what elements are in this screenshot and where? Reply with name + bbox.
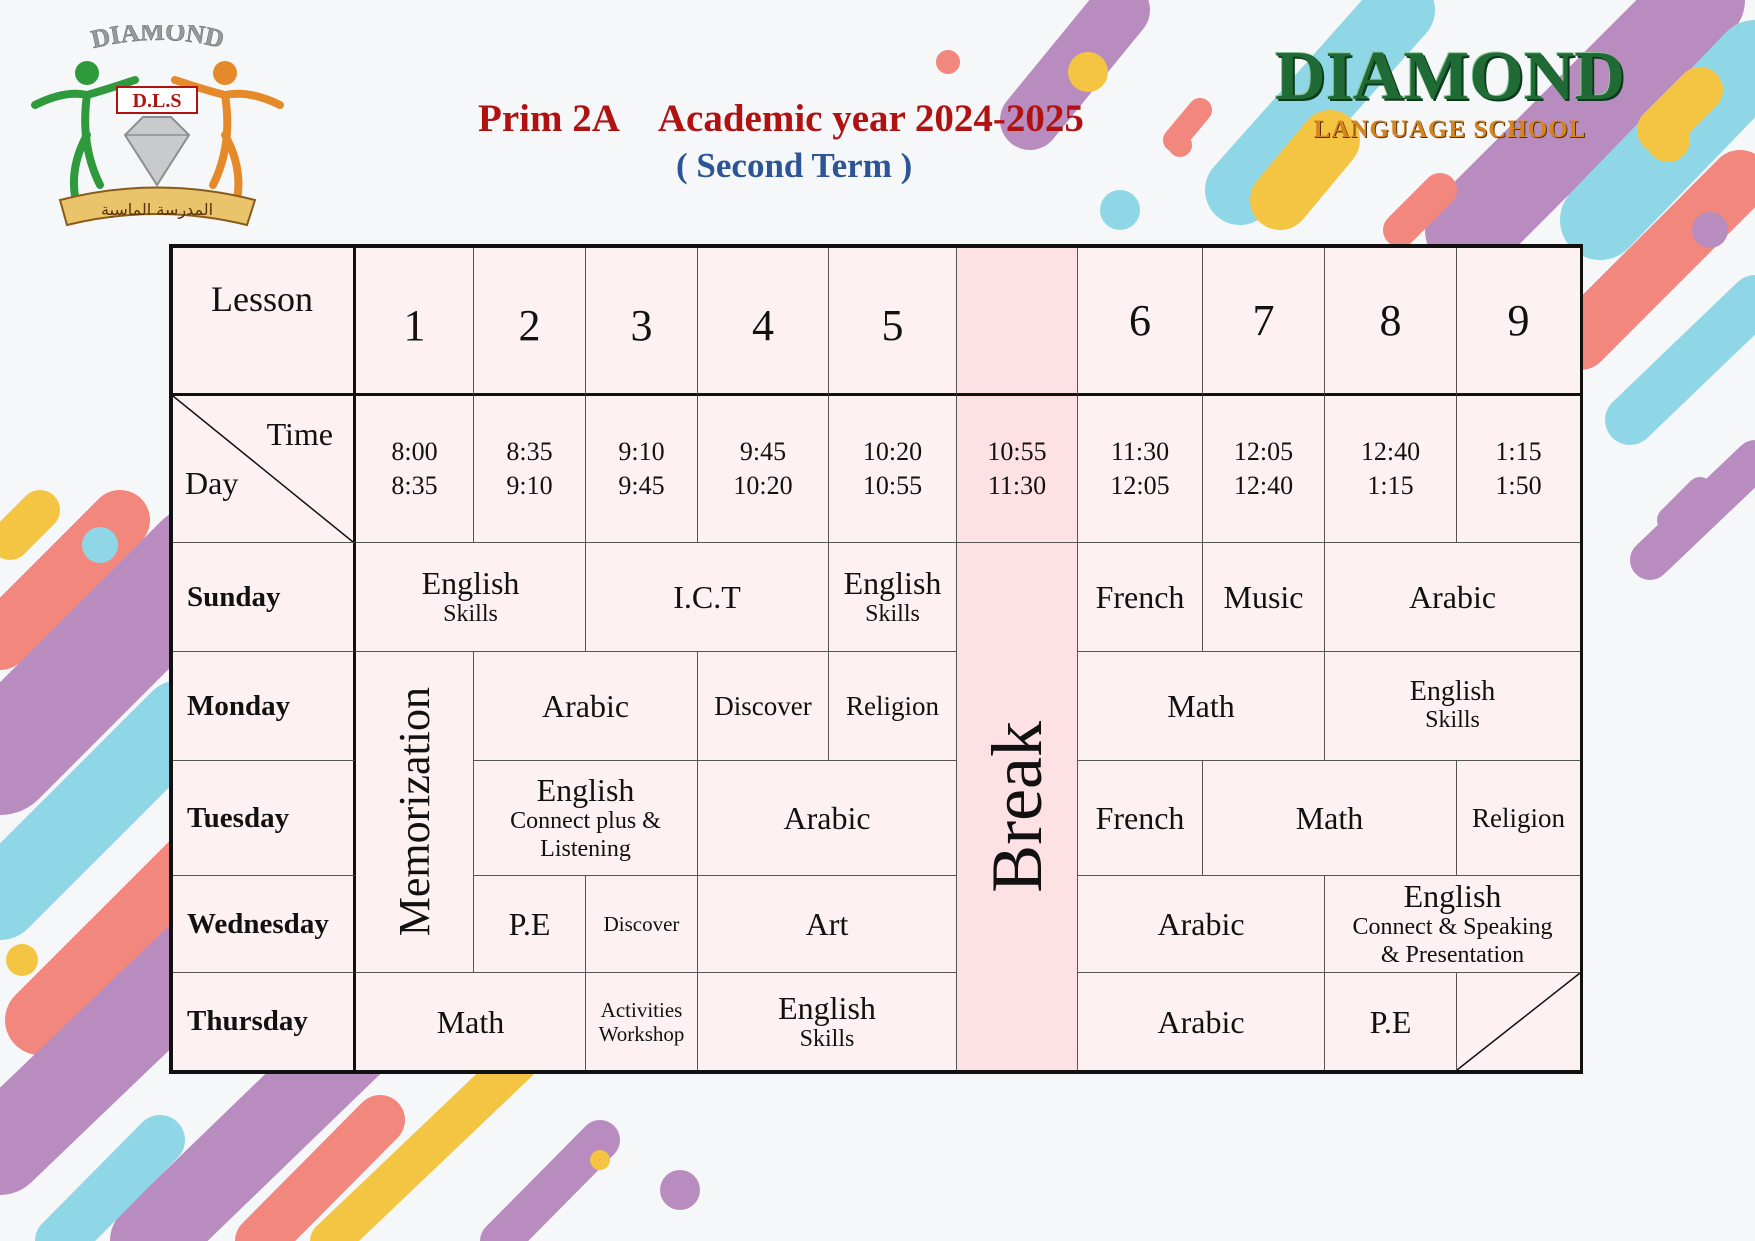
subject-cell bbox=[1078, 876, 1325, 973]
school-logo bbox=[25, 25, 295, 240]
subject-name: Math bbox=[436, 1003, 505, 1040]
time-start: 8:35 bbox=[506, 437, 553, 466]
subject-name: English bbox=[778, 989, 876, 1026]
subject-cell bbox=[586, 876, 698, 973]
memorization-cell bbox=[356, 652, 474, 973]
subject-name: Activities bbox=[600, 997, 683, 1022]
subject-cell bbox=[1078, 543, 1203, 652]
time-slot-break bbox=[957, 396, 1078, 543]
subject-cell bbox=[1325, 876, 1580, 973]
subject-name: Religion bbox=[1472, 803, 1565, 833]
subject-name: P.E bbox=[508, 906, 551, 942]
subject-cell bbox=[1078, 761, 1203, 876]
subject-cell bbox=[698, 876, 957, 973]
day-label: Thursday bbox=[173, 973, 356, 1070]
time-slot bbox=[356, 396, 474, 543]
page-title bbox=[478, 96, 1084, 141]
term-label: ( Second Term ) bbox=[676, 146, 913, 185]
timetable bbox=[169, 244, 1583, 1074]
break-header-cell bbox=[957, 248, 1078, 396]
subject-name: Arabic bbox=[783, 800, 871, 836]
logo-badge-text: D.L.S bbox=[132, 90, 182, 112]
subject-name: Arabic bbox=[541, 688, 630, 724]
subject-cell bbox=[1078, 652, 1325, 761]
time-start: 8:00 bbox=[391, 437, 438, 466]
logo-arc-text: DIAMOND bbox=[88, 25, 227, 54]
break-column bbox=[957, 543, 1078, 1070]
time-end: 1:50 bbox=[1495, 471, 1542, 500]
subject-name: Arabic bbox=[1408, 579, 1497, 615]
time-slot bbox=[829, 396, 957, 543]
subject-cell bbox=[586, 543, 829, 652]
lesson-header-cell bbox=[173, 248, 356, 396]
time-slot bbox=[1078, 396, 1203, 543]
subject-cell bbox=[698, 652, 829, 761]
day-header: Day bbox=[185, 465, 239, 501]
memorization-label: Memorization bbox=[390, 687, 439, 937]
time-start: 12:05 bbox=[1233, 437, 1294, 466]
subject-cell bbox=[1457, 761, 1580, 876]
subject-detail: Workshop bbox=[598, 1021, 685, 1046]
subject-name: Arabic bbox=[1157, 906, 1245, 942]
subject-cell bbox=[356, 973, 586, 1070]
time-header: Time bbox=[266, 416, 333, 452]
time-start: 9:10 bbox=[618, 437, 665, 466]
time-end: 9:10 bbox=[506, 471, 553, 500]
day-label: Wednesday bbox=[173, 876, 356, 973]
subject-detail: & Presentation bbox=[1380, 942, 1525, 968]
subject-name: English bbox=[421, 565, 520, 601]
subject-cell bbox=[698, 761, 957, 876]
subject-detail: Connect & Speaking bbox=[1352, 914, 1553, 940]
subject-cell bbox=[1078, 973, 1325, 1070]
subject-cell bbox=[829, 543, 957, 652]
lesson-number: 6 bbox=[1078, 248, 1203, 396]
subject-cell bbox=[829, 652, 957, 761]
logo-ribbon-text: المدرسة الماسية bbox=[100, 200, 214, 219]
break-label: Break bbox=[976, 720, 1057, 893]
subject-detail: Skills bbox=[865, 601, 920, 627]
time-day-corner bbox=[173, 396, 356, 543]
subject-cell bbox=[1203, 543, 1325, 652]
time-slot bbox=[698, 396, 829, 543]
time-slot bbox=[474, 396, 586, 543]
subject-name: English bbox=[536, 772, 635, 808]
lesson-number: 8 bbox=[1325, 248, 1457, 396]
subject-name: I.C.T bbox=[673, 579, 741, 615]
subject-name: French bbox=[1095, 800, 1185, 836]
academic-year: Academic year 2024-2025 bbox=[657, 97, 1084, 140]
lesson-number: 3 bbox=[586, 248, 698, 396]
lesson-number: 4 bbox=[698, 248, 829, 396]
subject-name: Art bbox=[805, 906, 849, 942]
time-start: 10:20 bbox=[862, 437, 923, 466]
lesson-number: 9 bbox=[1457, 248, 1580, 396]
lesson-number: 2 bbox=[474, 248, 586, 396]
empty-slot bbox=[1457, 973, 1580, 1070]
brand-subtitle: LANGUAGE SCHOOL bbox=[1313, 116, 1587, 143]
time-end: 9:45 bbox=[618, 471, 665, 500]
subject-cell bbox=[474, 876, 586, 973]
subject-cell bbox=[356, 543, 586, 652]
time-start: 11:30 bbox=[1110, 437, 1170, 466]
class-name: Prim 2A bbox=[478, 97, 620, 140]
time-end: 11:30 bbox=[987, 471, 1047, 500]
subject-name: Math bbox=[1295, 800, 1364, 836]
brand-block bbox=[1230, 38, 1670, 144]
time-end: 8:35 bbox=[391, 471, 438, 500]
subject-name: English bbox=[1409, 676, 1496, 707]
subject-cell bbox=[1325, 543, 1580, 652]
lesson-header: Lesson bbox=[211, 279, 313, 319]
time-end: 10:20 bbox=[733, 471, 793, 500]
time-end: 10:55 bbox=[862, 471, 923, 500]
svg-text:DIAMOND bbox=[88, 25, 226, 54]
lesson-number: 7 bbox=[1203, 248, 1325, 396]
time-end: 12:05 bbox=[1110, 471, 1170, 500]
time-slot bbox=[1457, 396, 1580, 543]
subject-cell bbox=[474, 761, 698, 876]
brand-name: DIAMOND bbox=[1275, 38, 1625, 115]
time-end: 12:40 bbox=[1233, 471, 1294, 500]
subject-name: Math bbox=[1167, 688, 1235, 724]
subject-name: Discover bbox=[603, 912, 680, 936]
subject-cell bbox=[1203, 761, 1457, 876]
time-slot bbox=[1203, 396, 1325, 543]
empty-slot-diagonal bbox=[1457, 973, 1580, 1070]
subject-detail: Skills bbox=[799, 1025, 855, 1052]
time-slot bbox=[1325, 396, 1457, 543]
subject-cell bbox=[586, 973, 698, 1070]
time-start: 1:15 bbox=[1495, 437, 1542, 466]
subject-name: P.E bbox=[1369, 1003, 1412, 1040]
subject-name: French bbox=[1095, 579, 1185, 615]
subject-detail: Connect plus & bbox=[510, 808, 661, 834]
subject-name: Discover bbox=[714, 691, 812, 721]
subject-detail: Listening bbox=[540, 836, 631, 862]
day-label: Monday bbox=[173, 652, 356, 761]
subject-cell bbox=[1325, 652, 1580, 761]
subject-name: Music bbox=[1223, 579, 1304, 615]
time-start: 10:55 bbox=[987, 437, 1047, 466]
lesson-number: 5 bbox=[829, 248, 957, 396]
time-start: 12:40 bbox=[1360, 437, 1421, 466]
subject-cell bbox=[474, 652, 698, 761]
time-slot bbox=[586, 396, 698, 543]
subject-cell bbox=[698, 973, 957, 1070]
lesson-number: 1 bbox=[356, 248, 474, 396]
time-end: 1:15 bbox=[1367, 471, 1414, 500]
subject-name: Religion bbox=[846, 691, 939, 721]
subject-name: English bbox=[843, 565, 942, 601]
subject-name: Arabic bbox=[1157, 1003, 1245, 1040]
subject-name: English bbox=[1403, 878, 1502, 914]
subject-detail: Skills bbox=[1425, 707, 1480, 733]
subject-cell bbox=[1325, 973, 1457, 1070]
day-label: Sunday bbox=[173, 543, 356, 652]
time-start: 9:45 bbox=[739, 437, 787, 466]
day-label: Tuesday bbox=[173, 761, 356, 876]
subject-detail: Skills bbox=[443, 601, 498, 627]
